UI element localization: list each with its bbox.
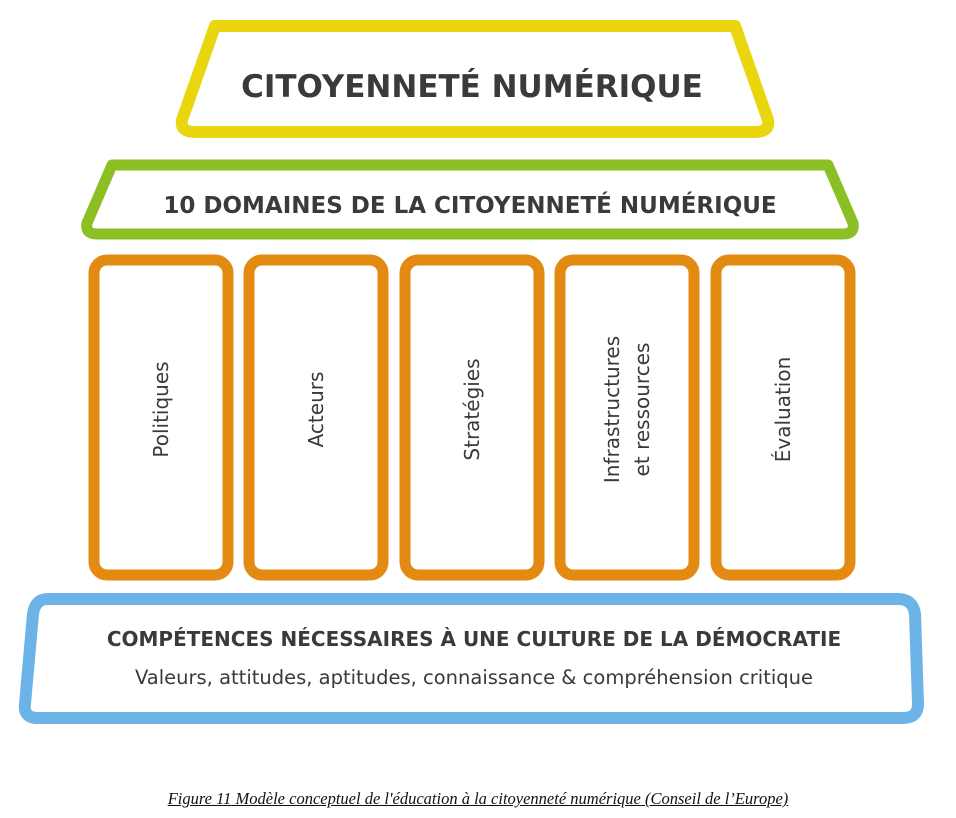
foundation-title: COMPÉTENCES NÉCESSAIRES À UNE CULTURE DE LA DÉMOCRATIE <box>106 627 842 651</box>
figure-caption-source: (Conseil de l’Europe) <box>645 789 789 808</box>
roof-block <box>182 26 768 132</box>
foundation-block <box>25 599 918 718</box>
pillar-2-label: Acteurs <box>304 371 328 448</box>
domains-block <box>87 165 854 234</box>
pillar-4-label: et ressources <box>630 342 654 477</box>
foundation-shape <box>25 599 918 718</box>
pillar-1-label: Politiques <box>149 361 173 458</box>
pillars-group <box>94 260 850 575</box>
domains-title: 10 DOMAINES DE LA CITOYENNETÉ NUMÉRIQUE <box>163 193 777 219</box>
pillar-4-label: Infrastructures <box>600 335 624 484</box>
foundation-subtitle: Valeurs, attitudes, aptitudes, connaissance & compréhension critique <box>134 666 814 689</box>
pillar-5-label: Évaluation <box>771 356 795 463</box>
figure-caption-main: Figure 11 Modèle conceptuel de l'éducation à la citoyenneté numérique <box>167 789 641 808</box>
pillar-3-label: Stratégies <box>460 358 484 461</box>
roof-title: CITOYENNETÉ NUMÉRIQUE <box>241 69 703 105</box>
figure-caption <box>0 789 956 809</box>
pillar-4 <box>560 260 694 575</box>
